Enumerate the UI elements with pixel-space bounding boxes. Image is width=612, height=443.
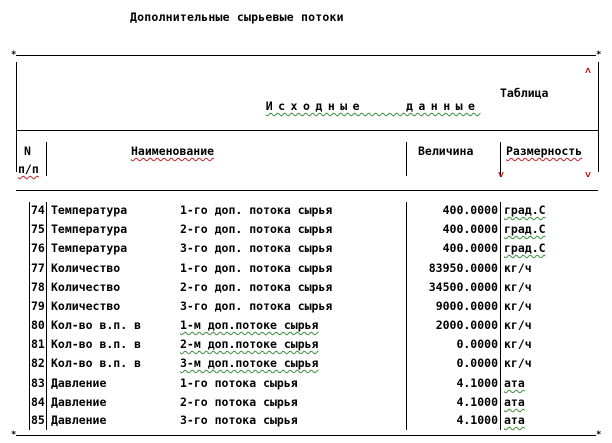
row-parameter: Давление [51,395,107,409]
corner-star-bottom-left: * [11,430,17,440]
col-header-unit: Размерность [506,144,583,158]
row-number: 82 [31,356,45,370]
table-label: Таблица [500,86,549,100]
row-value: 4.1000 [456,413,498,427]
divider-value-body [406,202,407,430]
divider-left-body [29,202,30,430]
row-description: 1-го доп. потока сырья [180,261,333,275]
row-number: 85 [31,413,45,427]
col-header-number-bottom: п/п [18,162,39,176]
row-unit: ата [504,376,525,390]
row-parameter: Кол-во в.п. в [51,337,142,351]
row-number: 76 [31,241,45,255]
row-number: 84 [31,395,45,409]
col-header-number-top: N [24,144,31,158]
red-mark: ˅ [498,170,505,181]
col-header-value: Величина [418,144,474,158]
row-unit: кг/ч [504,299,532,313]
row-parameter: Давление [51,413,107,427]
corner-star-bottom-right: * [596,430,602,440]
row-number: 78 [31,280,45,294]
row-parameter: Кол-во в.п. в [51,318,142,332]
row-description: 2-м доп.потоке сырья [180,337,319,351]
row-number: 80 [31,318,45,332]
row-unit: град.С [504,203,546,217]
row-unit: кг/ч [504,318,532,332]
row-parameter: Количество [51,280,121,294]
row-number: 79 [31,299,45,313]
col-header-name: Наименование [131,144,215,158]
left-border [16,62,17,172]
row-description: 1-го доп. потока сырья [180,203,333,217]
row-description: 2-го потока сырья [180,395,298,409]
row-unit: ата [504,395,525,409]
row-unit: кг/ч [504,337,532,351]
section-heading: Исходные данные [265,99,481,113]
divider-unit-body [500,202,501,430]
top-border [16,55,596,56]
row-value: 34500.0000 [428,280,498,294]
document-title: Дополнительные сырьевые потоки [130,10,344,24]
row-unit: град.С [504,222,546,236]
header-separator [16,130,598,131]
right-border [598,62,599,172]
row-unit: ата [504,413,525,427]
row-unit: кг/ч [504,261,532,275]
row-unit: кг/ч [504,280,532,294]
corner-star-top-right: * [596,50,602,60]
row-parameter: Количество [51,261,121,275]
row-number: 83 [31,376,45,390]
row-value: 400.0000 [442,241,498,255]
row-description: 1-го потока сырья [180,376,298,390]
row-description: 2-го доп. потока сырья [180,222,333,236]
row-value: 2000.0000 [435,318,498,332]
row-parameter: Кол-во в.п. в [51,356,142,370]
row-parameter: Температура [51,222,128,236]
row-description: 3-го потока сырья [180,413,298,427]
divider-value-header [406,142,407,176]
row-unit: град.С [504,241,546,255]
row-parameter: Температура [51,203,128,217]
row-value: 400.0000 [442,203,498,217]
row-description: 3-го доп. потока сырья [180,299,333,313]
row-number: 81 [31,337,45,351]
divider-num-header [46,142,47,176]
corner-star-top-left: * [11,50,17,60]
row-description: 3-м доп.потоке сырья [180,356,319,370]
row-value: 0.0000 [456,356,498,370]
row-value: 400.0000 [442,222,498,236]
row-description: 1-м доп.потоке сырья [180,318,319,332]
red-mark: ˄ [585,66,592,77]
row-value: 83950.0000 [428,261,498,275]
row-unit: кг/ч [504,356,532,370]
row-parameter: Количество [51,299,121,313]
row-value: 4.1000 [456,395,498,409]
row-value: 0.0000 [456,337,498,351]
row-parameter: Температура [51,241,128,255]
red-mark: ˅ [585,170,592,181]
row-description: 2-го доп. потока сырья [180,280,333,294]
row-number: 74 [31,203,45,217]
row-parameter: Давление [51,376,107,390]
divider-num-body [46,202,47,430]
row-number: 77 [31,261,45,275]
row-value: 9000.0000 [435,299,498,313]
row-description: 3-го доп. потока сырья [180,241,333,255]
columns-separator [16,190,598,191]
row-number: 75 [31,222,45,236]
row-value: 4.1000 [456,376,498,390]
bottom-border [16,435,596,436]
